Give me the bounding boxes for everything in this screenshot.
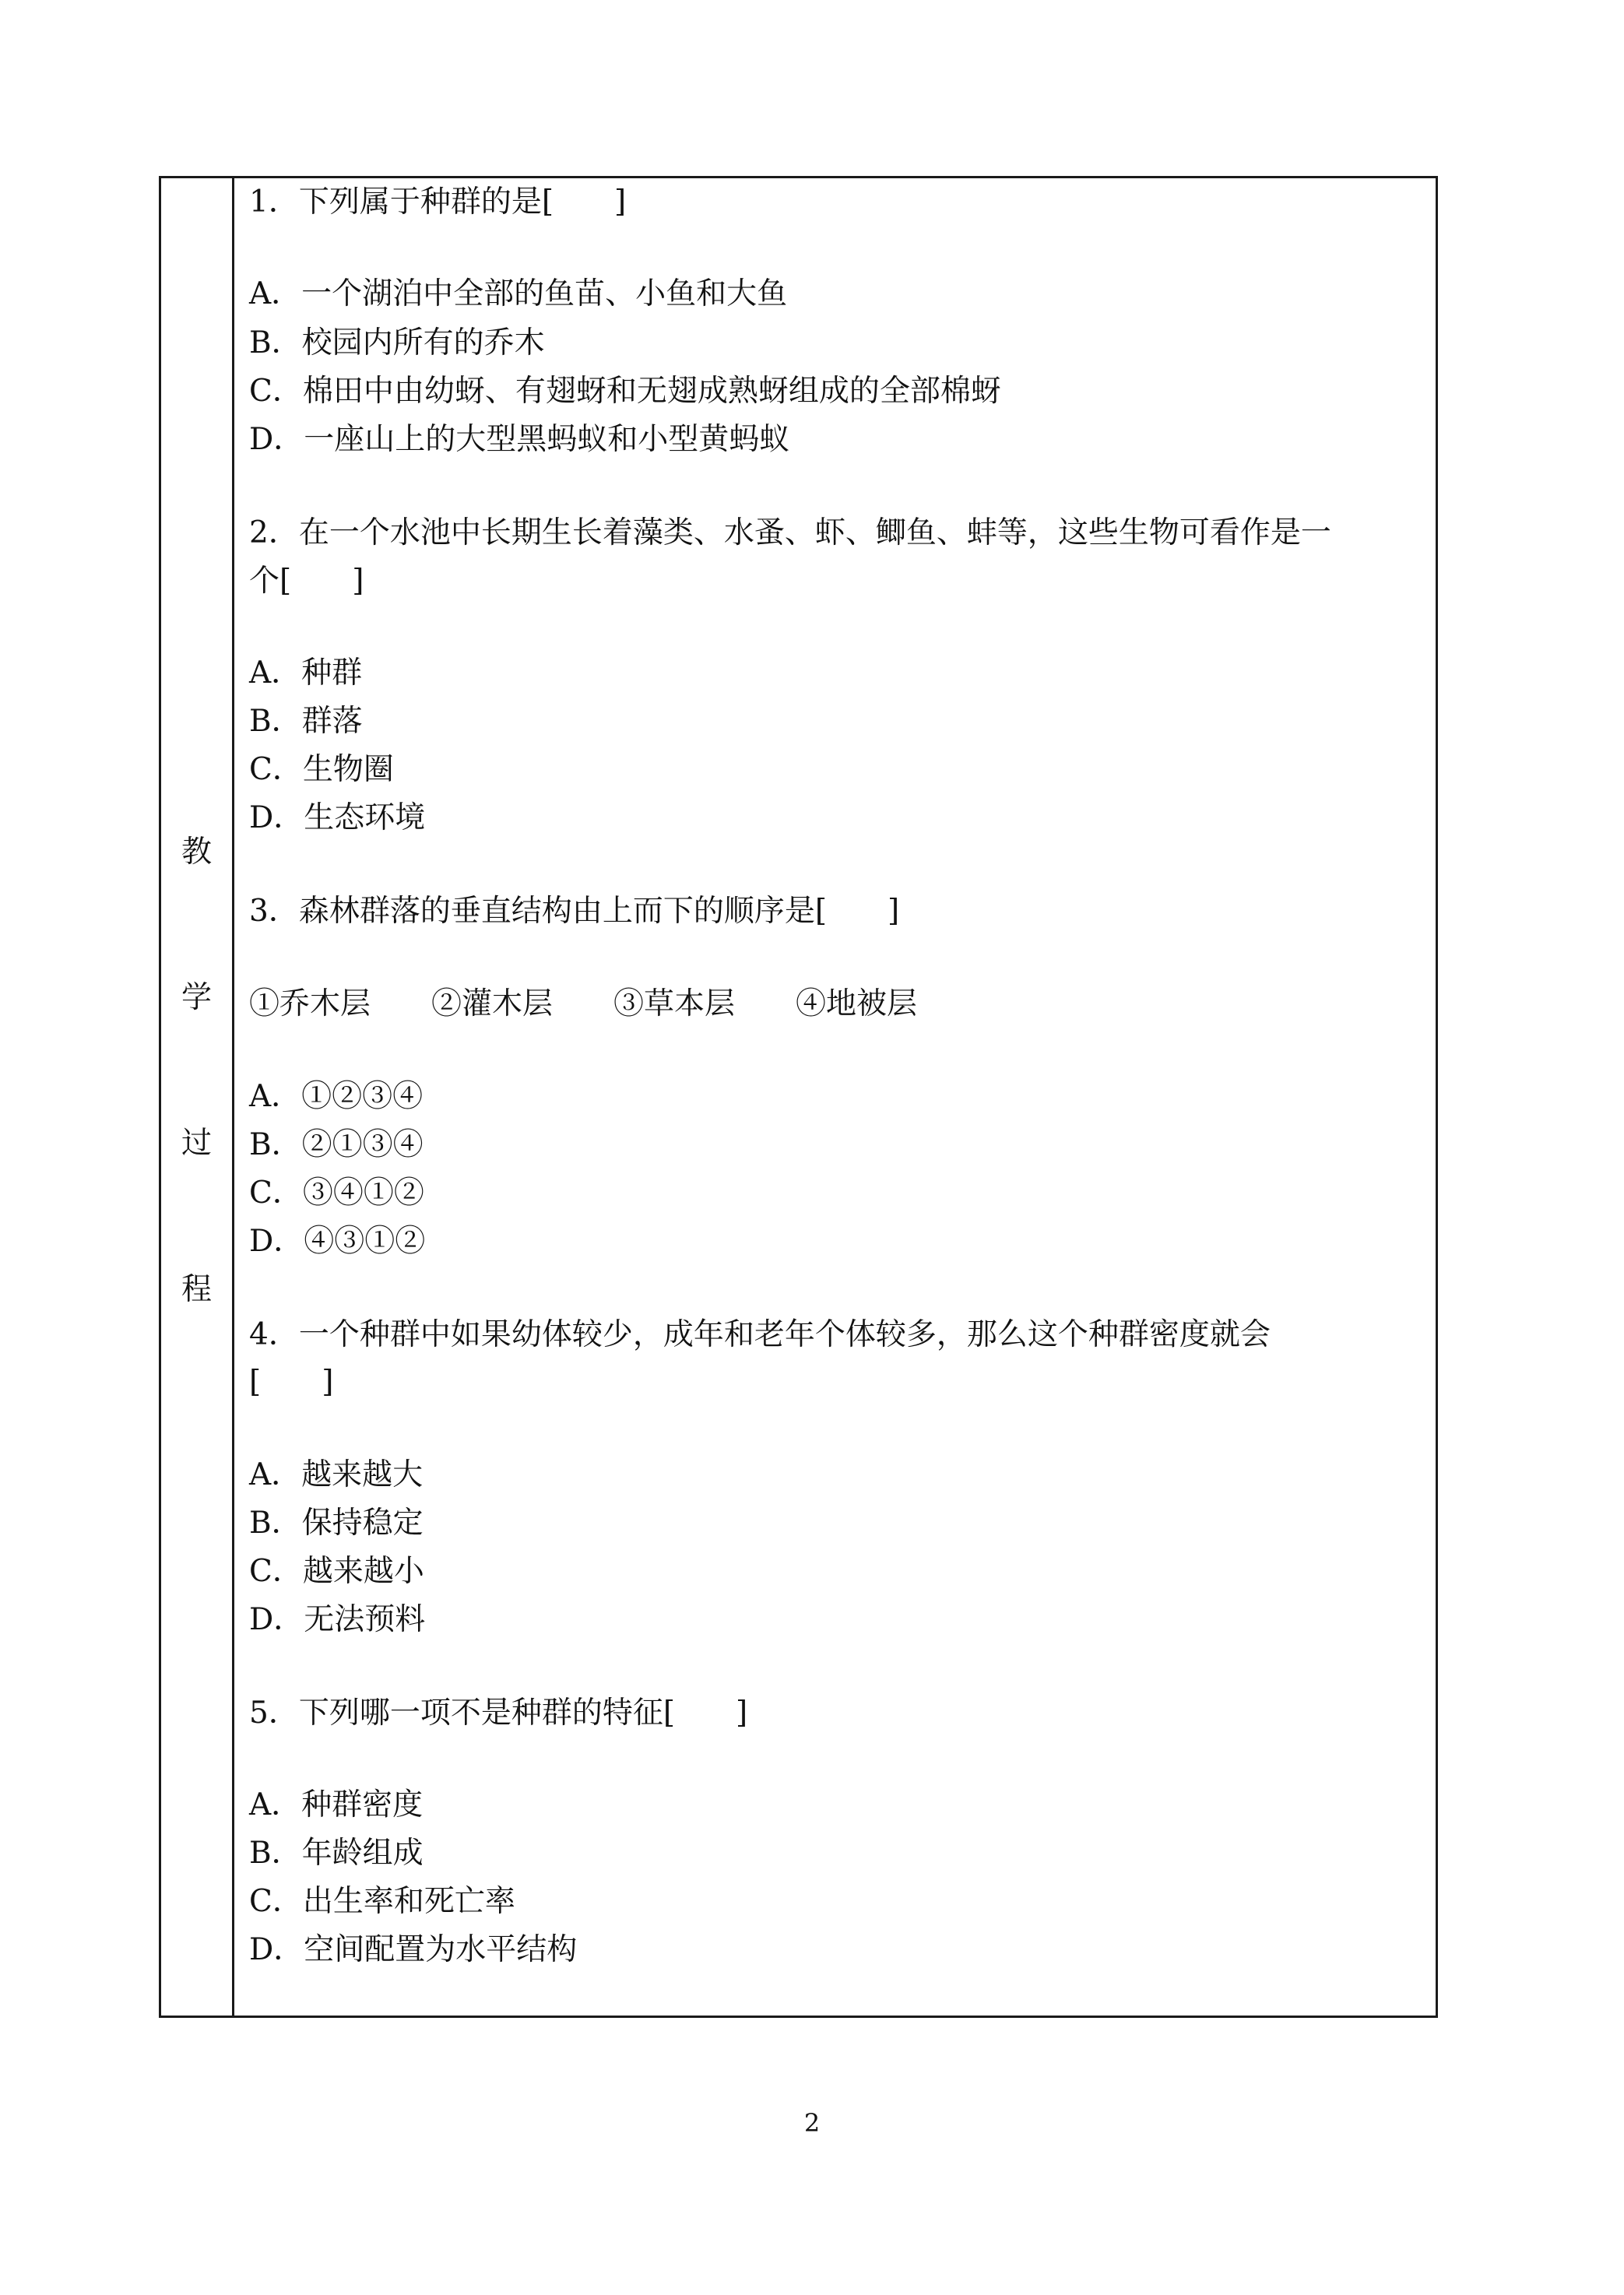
question-4-stem-line-1: 4．一个种群中如果幼体较少，成年和老年个体较多，那么这个种群密度就会	[249, 1317, 1271, 1352]
question-3-option-a: A．①②③④	[249, 1079, 424, 1114]
question-1-stem: 1．下列属于种群的是[ ]	[249, 185, 627, 220]
question-4-option-a: A．越来越大	[249, 1457, 424, 1492]
side-label-char-4: 程	[181, 1272, 212, 1307]
question-1-option-a: A．一个湖泊中全部的鱼苗、小鱼和大鱼	[249, 276, 788, 311]
question-2-stem-line-1: 2．在一个水池中长期生长着藻类、水蚤、虾、鲫鱼、蚌等，这些生物可看作是一	[249, 515, 1331, 550]
question-3-option-d: D．④③①②	[249, 1224, 426, 1259]
question-1-option-b: B．校园内所有的乔木	[249, 325, 545, 360]
question-3-option-b: B．②①③④	[249, 1127, 424, 1162]
question-3-layers: ①乔木层 ②灌木层 ③草本层 ④地被层	[249, 986, 918, 1021]
side-label-char-2: 学	[181, 980, 212, 1015]
question-3-stem: 3．森林群落的垂直结构由上而下的顺序是[ ]	[249, 894, 900, 929]
question-5-option-a: A．种群密度	[249, 1787, 424, 1822]
question-5-option-c: C．出生率和死亡率	[249, 1884, 515, 1919]
question-2-option-b: B．群落	[249, 704, 363, 739]
side-label-char-1: 教	[181, 835, 212, 870]
question-1-option-c: C．棉田中由幼蚜、有翅蚜和无翅成熟蚜组成的全部棉蚜	[249, 374, 1001, 409]
question-4-option-d: D．无法预料	[249, 1602, 426, 1637]
question-2-option-c: C．生物圈	[249, 752, 394, 787]
question-2-option-a: A．种群	[249, 655, 363, 691]
question-2-option-d: D．生态环境	[249, 800, 426, 835]
question-3-option-c: C．③④①②	[249, 1176, 424, 1211]
page-number: 2	[803, 2108, 821, 2138]
question-5-option-d: D．空间配置为水平结构	[249, 1932, 578, 1967]
question-4-stem-line-2: [ ]	[249, 1365, 334, 1400]
column-divider	[232, 178, 234, 2016]
question-4-option-b: B．保持稳定	[249, 1506, 424, 1541]
question-5-option-b: B．年龄组成	[249, 1836, 424, 1871]
side-label-char-3: 过	[181, 1126, 212, 1161]
question-2-stem-line-2: 个[ ]	[249, 564, 364, 599]
question-1-option-d: D．一座山上的大型黑蚂蚁和小型黄蚂蚁	[249, 422, 790, 457]
question-5-stem: 5．下列哪一项不是种群的特征[ ]	[249, 1696, 748, 1731]
question-4-option-c: C．越来越小	[249, 1554, 424, 1589]
